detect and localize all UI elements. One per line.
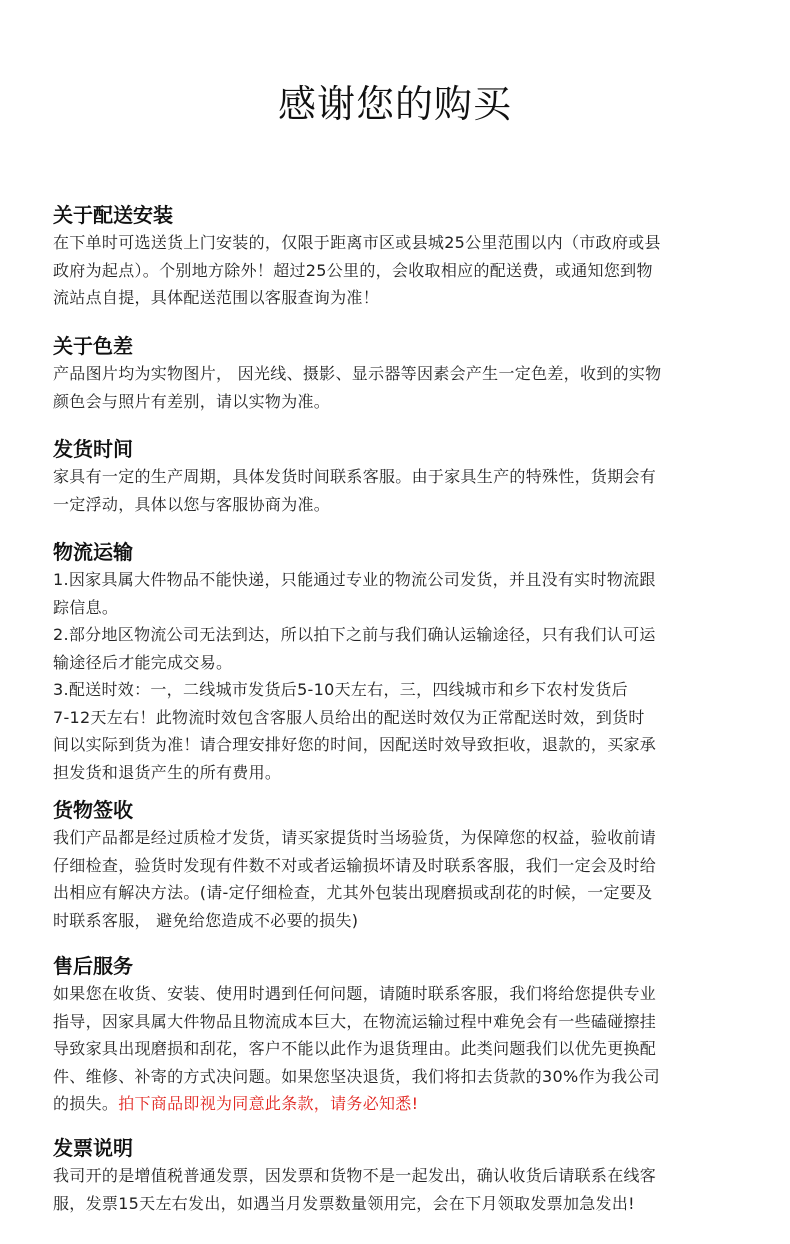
text-line-prefix: 的损失。 bbox=[53, 1094, 119, 1113]
text-line bbox=[53, 1090, 753, 1118]
text-line: 7-12天左右！此物流时效包含客服人员给出的配送时效仅为正常配送时效，到货时 bbox=[53, 707, 645, 727]
section-heading: 关于配送安装 bbox=[53, 203, 173, 227]
section-after-sales bbox=[53, 952, 753, 1118]
text-line: 政府为起点）。个别地方除外！超过25公里的，会收取相应的配送费，或通知您到物 bbox=[53, 260, 653, 280]
section-goods-receipt bbox=[53, 796, 753, 934]
section-heading: 售后服务 bbox=[53, 954, 133, 978]
section-heading: 发货时间 bbox=[53, 437, 133, 461]
text-line: 指导，因家具属大件物品且物流成本巨大，在物流运输过程中难免会有一些磕碰擦挂 bbox=[53, 1011, 657, 1031]
section-heading: 物流运输 bbox=[53, 540, 133, 564]
text-line: 2.部分地区物流公司无法到达，所以拍下之前与我们确认运输途径，只有我们认可运 bbox=[53, 625, 656, 644]
text-line: 产品图片均为实物图片， 因光线、摄影、显示器等因素会产生一定色差，收到的实物 bbox=[53, 364, 662, 383]
page-title: 感谢您的购买 bbox=[277, 82, 512, 126]
section-delivery-installation bbox=[53, 201, 753, 312]
text-line: 输途径后才能完成交易。 bbox=[53, 652, 233, 672]
text-line: 出相应有解决方法。(请-定仔细检查，尤其外包装出现磨损或刮花的时候，一定要及 bbox=[53, 883, 653, 902]
text-line: 仔细检查，验货时发现有件数不对或者运输损坏请及时联系客服，我们一定会及时给 bbox=[53, 855, 657, 875]
text-line: 流站点自提，具体配送范围以客服查询为准！ bbox=[53, 288, 380, 307]
text-line: 我司开的是增值税普通发票，因发票和货物不是一起发出，确认收货后请联系在线客 bbox=[53, 1166, 657, 1185]
text-line: 件、维修、补寄的方式决问题。如果您坚决退货，我们将扣去货款的30%作为我公司 bbox=[53, 1066, 660, 1086]
section-color-difference bbox=[53, 332, 753, 415]
text-line: 如果您在收货、安装、使用时遇到任何问题，请随时联系客服，我们将给您提供专业 bbox=[53, 984, 657, 1003]
section-logistics bbox=[53, 538, 753, 786]
section-heading: 关于色差 bbox=[53, 334, 133, 358]
text-line: 颜色会与照片有差别，请以实物为准。 bbox=[53, 391, 331, 411]
terms-warning: 拍下商品即视为同意此条款，请务必知悉! bbox=[118, 1094, 419, 1113]
text-line: 3.配送时效：一，二线城市发货后5-10天左右，三，四线城市和乡下农村发货后 bbox=[53, 680, 628, 699]
section-invoice bbox=[53, 1134, 753, 1217]
text-line: 导致家具出现磨损和刮花，客户不能以此作为退货理由。此类问题我们以优先更换配 bbox=[53, 1039, 657, 1058]
text-line: 我们产品都是经过质检才发货，请买家提货时当场验货，为保障您的权益，验收前请 bbox=[53, 828, 657, 847]
text-line: 一定浮动，具体以您与客服协商为准。 bbox=[53, 494, 331, 514]
text-line: 担发货和退货产生的所有费用。 bbox=[53, 762, 282, 782]
text-line: 1.因家具属大件物品不能快递，只能通过专业的物流公司发货，并且没有实时物流跟 bbox=[53, 570, 656, 589]
text-line: 时联系客服， 避免给您造成不必要的损失) bbox=[53, 910, 359, 930]
text-line: 服，发票15天左右发出，如遇当月发票数量领用完，会在下月领取发票加急发出! bbox=[53, 1193, 635, 1213]
text-line: 在下单时可选送货上门安装的，仅限于距离市区或县城25公里范围以内（市政府或县 bbox=[53, 233, 661, 252]
section-heading: 发票说明 bbox=[53, 1136, 133, 1160]
section-shipping-time bbox=[53, 435, 753, 518]
text-line: 间以实际到货为准！请合理安排好您的时间，因配送时效导致拒收，退款的，买家承 bbox=[53, 735, 657, 754]
text-line: 家具有一定的生产周期，具体发货时间联系客服。由于家具生产的特殊性，货期会有 bbox=[53, 467, 657, 486]
section-heading: 货物签收 bbox=[53, 798, 133, 822]
text-line: 踪信息。 bbox=[53, 597, 119, 617]
